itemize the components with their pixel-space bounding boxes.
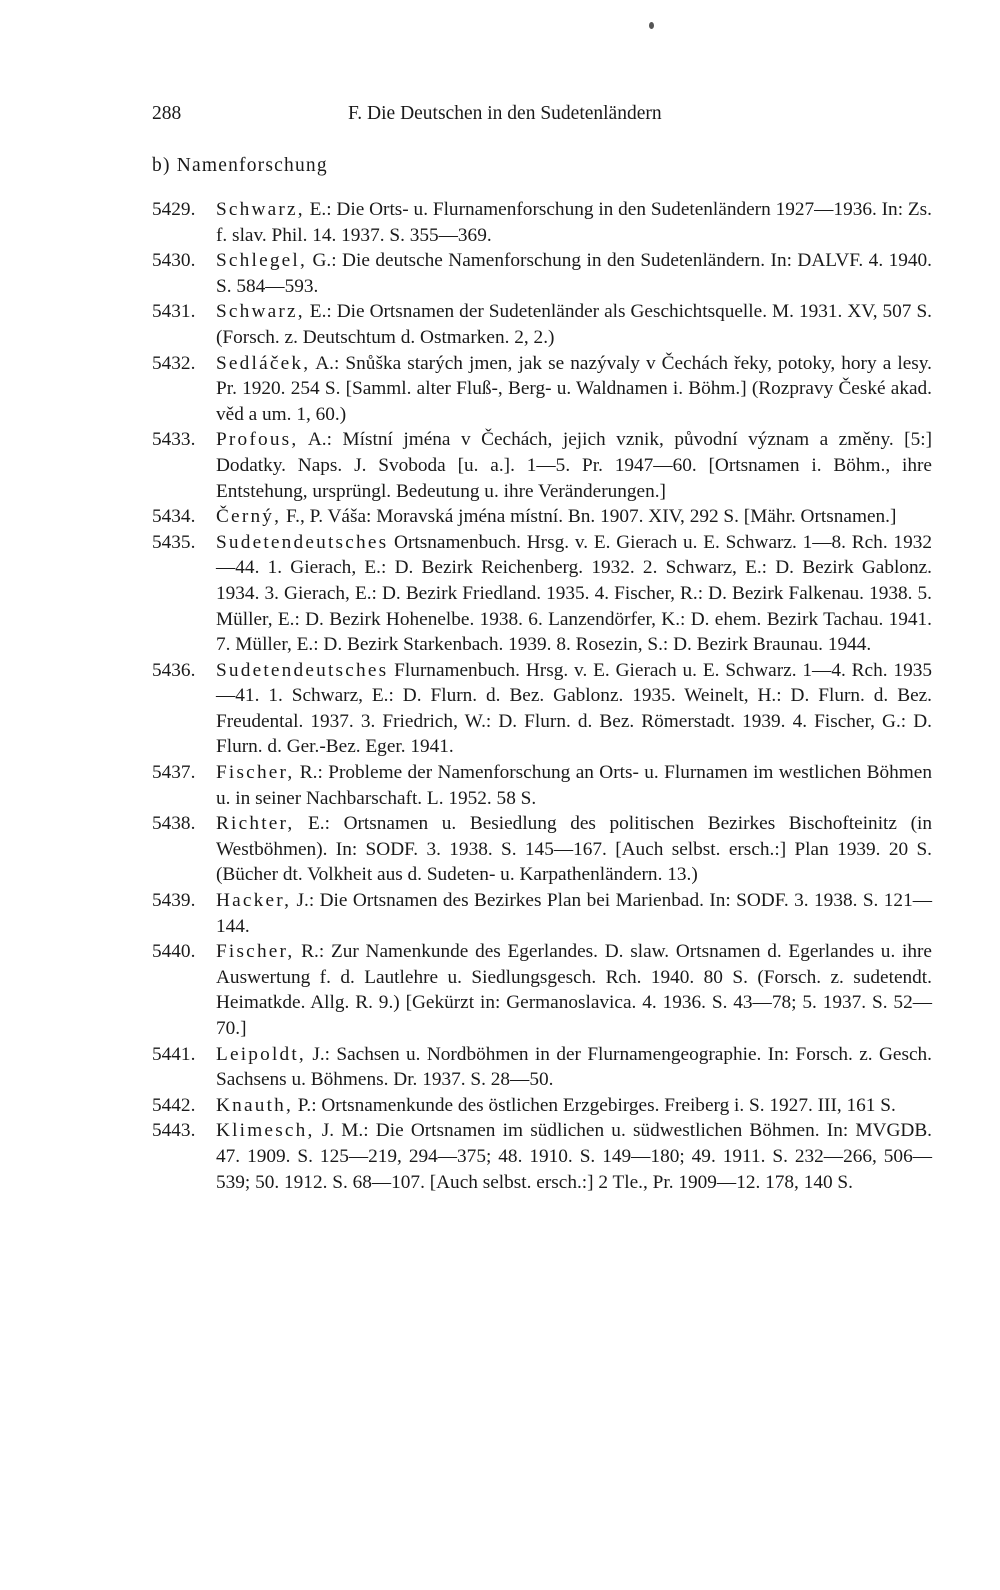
bibliography-entry [152, 351, 932, 428]
entry-text: A.: Snůška starých jmen, jak se nazývaly v Čechách řeky, potoky, hory a lesy. Pr. 1920. 254 S. [Samml. alter Fluß-, Berg- u. Waldnamen i. Böhm.] (Rozpravy České akad. věd a um. 1, 60.) [216, 352, 932, 425]
entry-author: Klimesch, [216, 1120, 315, 1142]
entry-text: F., P. Váša: Moravská jména místní. Bn. 1907. XIV, 292 S. [Mähr. Ortsnamen.] [281, 506, 897, 528]
entry-text: R.: Zur Namenkunde des Egerlandes. D. slaw. Ortsnamen d. Egerlandes u. ihre Auswertung f. d. Lautlehre u. Siedlungsgesch. Rch. 1940. 80 S. (Forsch. z. sudetendt. Heimatkde. Allg. R. 9.) [Gekürzt in: Germanoslavica. 4. 1936. S. 43—78; 5. 1937. S. 52—70.] [216, 941, 932, 1039]
entry-number: 5435. [152, 531, 196, 553]
entry-author: Černý, [216, 506, 282, 528]
page-header [152, 103, 932, 133]
entry-author: Schlegel, [216, 250, 308, 272]
entry-text: A.: Místní jména v Čechách, jejich vznik, původní význam a změny. [5:] Dodatky. Naps. J. Svoboda [u. a.]. 1—5. Pr. 1947—60. [Ortsnamen i. Böhm., ihre Entstehung, ursprüngl. Bedeutung u. ihre Veränderungen.] [216, 429, 932, 502]
section-heading: b) Namenforschung [152, 155, 328, 176]
entry-author: Sudetendeutsches [216, 531, 389, 553]
entry-text: R.: Probleme der Namenforschung an Orts- u. Flurnamen im westlichen Böhmen u. in seiner Nachbarschaft. L. 1952. 58 S. [216, 762, 932, 809]
bibliography-entry [152, 299, 932, 350]
entry-author: Sudetendeutsches [216, 659, 389, 681]
entry-number: 5430. [152, 250, 196, 272]
entry-number: 5437. [152, 762, 196, 784]
entry-text: Ortsnamenbuch. Hrsg. v. E. Gierach u. E. Schwarz. 1—8. Rch. 1932—44. 1. Gierach, E.: D. Bezirk Reichenberg. 1932. 2. Schwarz, E.: D. Bezirk Gablonz. 1934. 3. Gierach, E.: D. Bezirk Friedland. 1935. 4. Fischer, R.: D. Bezirk Falkenau. 1938. 5. Müller, E.: D. Bezirk Hohenelbe. 1938. 6. Lanzendörfer, K.: D. ehem. Bezirk Tachau. 1941. 7. Müller, E.: D. Bezirk Starkenbach. 1939. 8. Rosezin, S.: D. Bezirk Braunau. 1944. [216, 531, 932, 656]
entry-number: 5436. [152, 659, 196, 681]
bibliography-entry [152, 658, 932, 760]
entry-text: G.: Die deutsche Namenforschung in den Sudetenländern. In: DALVF. 4. 1940. S. 584—593. [216, 250, 932, 297]
entry-text: E.: Die Orts- u. Flurnamenforschung in den Sudetenländern 1927—1936. In: Zs. f. slav. Phil. 14. 1937. S. 355—369. [216, 199, 932, 246]
bibliography-entry [152, 504, 932, 530]
entry-text: P.: Ortsnamenkunde des östlichen Erzgebirges. Freiberg i. S. 1927. III, 161 S. [292, 1094, 896, 1116]
entry-number: 5438. [152, 813, 196, 835]
bibliography-entry [152, 939, 932, 1041]
entry-number: 5442. [152, 1094, 196, 1116]
entry-number: 5433. [152, 429, 196, 451]
bibliography-entry [152, 197, 932, 248]
entry-author: Sedláček, [216, 352, 311, 374]
print-speck [649, 22, 654, 29]
entry-number: 5441. [152, 1043, 196, 1065]
entry-number: 5429. [152, 199, 196, 220]
entry-number: 5440. [152, 941, 196, 963]
bibliography-entry [152, 530, 932, 658]
bibliography-entry [152, 1093, 932, 1119]
entry-text: E.: Ortsnamen u. Besiedlung des politischen Bezirkes Bischofteinitz (in Westböhmen). In: SODF. 3. 1938. S. 145—167. [Auch selbst. ersch.:] Plan 1939. 20 S. (Bücher dt. Volkheit aus d. Sudeten- u. Karpathenländern. 13.) [216, 813, 932, 886]
entry-number: 5431. [152, 301, 196, 323]
entry-author: Hacker, [216, 890, 292, 912]
bibliography-entry [152, 760, 932, 811]
entry-author: Schwarz, [216, 199, 305, 220]
running-title: F. Die Deutschen in den Sudetenländern [348, 103, 662, 124]
page-number: 288 [152, 103, 182, 124]
bibliography-entry [152, 888, 932, 939]
entry-number: 5439. [152, 890, 196, 912]
entry-text: J.: Die Ortsnamen des Bezirkes Plan bei Marienbad. In: SODF. 3. 1938. S. 121—144. [216, 890, 932, 937]
entry-text: J. M.: Die Ortsnamen im südlichen u. südwestlichen Böhmen. In: MVGDB. 47. 1909. S. 125—219, 294—375; 48. 1910. S. 149—180; 49. 1911. S. 232—266, 506—539; 50. 1912. S. 68—107. [Auch selbst. ersch.:] 2 Tle., Pr. 1909—12. 178, 140 S. [216, 1120, 932, 1193]
entry-author: Fischer, [216, 941, 295, 963]
entry-author: Leipoldt, [216, 1043, 306, 1065]
bibliography-entry [152, 427, 932, 504]
entry-author: Profous, [216, 429, 299, 451]
entry-author: Richter, [216, 813, 295, 835]
entry-author: Knauth, [216, 1094, 293, 1116]
entry-number: 5432. [152, 352, 196, 374]
bibliography-list [152, 197, 932, 1195]
bibliography-entry [152, 248, 932, 299]
entry-text: Flurnamenbuch. Hrsg. v. E. Gierach u. E. Schwarz. 1—4. Rch. 1935—41. 1. Schwarz, E.: D. Flurn. d. Bez. Gablonz. 1935. Weinelt, H.: D. Flurn. d. Bez. Freudental. 1937. 3. Friedrich, W.: D. Flurn. d. Bez. Römerstadt. 1939. 4. Fischer, G.: D. Flurn. d. Ger.-Bez. Eger. 1941. [216, 659, 932, 758]
bibliography-entry [152, 811, 932, 888]
bibliography-entry [152, 1042, 932, 1093]
entry-author: Schwarz, [216, 301, 305, 323]
bibliography-entry [152, 1118, 932, 1195]
entry-text: E.: Die Ortsnamen der Sudetenländer als Geschichtsquelle. M. 1931. XV, 507 S. (Forsch. z. Deutschtum d. Ostmarken. 2, 2.) [216, 301, 932, 348]
entry-number: 5434. [152, 506, 196, 528]
entry-text: J.: Sachsen u. Nordböhmen in der Flurnamengeographie. In: Forsch. z. Gesch. Sachsens u. Böhmens. Dr. 1937. S. 28—50. [216, 1043, 932, 1091]
entry-number: 5443. [152, 1120, 196, 1142]
entry-author: Fischer, [216, 762, 295, 784]
